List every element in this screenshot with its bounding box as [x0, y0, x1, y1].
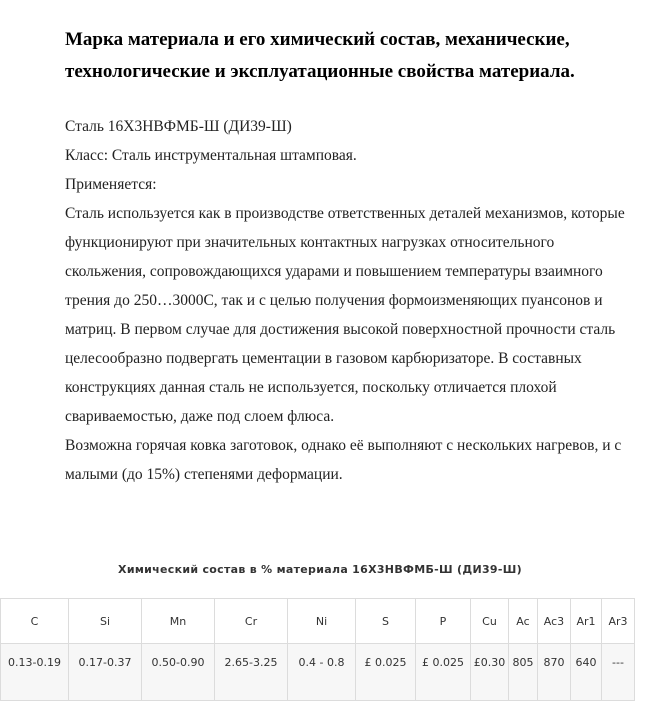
- table-cell: 0.50-0.90: [142, 644, 215, 701]
- table-cell: 870: [538, 644, 571, 701]
- header-cell: Cu: [471, 599, 509, 644]
- material-description: [65, 112, 625, 489]
- page-title: Марка материала и его химический состав, механические, технологические и эксплуатационные свойства материала.: [65, 29, 575, 82]
- header-cell: S: [356, 599, 416, 644]
- table-header-row: [1, 599, 635, 644]
- table-cell: £0.30: [471, 644, 509, 701]
- header-cell: Ar3: [602, 599, 635, 644]
- header-cell: Ni: [288, 599, 356, 644]
- table-cell: 2.65-3.25: [215, 644, 288, 701]
- steel-class-line: Класс: Сталь инструментальная штамповая.: [65, 147, 357, 164]
- header-cell: Ac3: [538, 599, 571, 644]
- chemical-composition-table: [0, 598, 635, 701]
- forging-paragraph: Возможна горячая ковка заготовок, однако её выполняют с нескольких нагревов, и с малыми (до 15%) степенями деформации.: [65, 437, 622, 483]
- usage-paragraph: Сталь используется как в производстве ответственных деталей механизмов, которые функционируют при значительных контактных нагрузках относительного скольжения, сопровождающихся ударами и повышением температуры взаимного трения до 250…3000С, так и с целью получения формоизменяющих пуансонов и матриц. В первом случае для достижения высокой поверхностной прочности сталь целесообразно подвергать цементации в газовом карбюризаторе. В составных конструкциях данная сталь не используется, поскольку отличается плохой свариваемостью, даже под слоем флюса.: [65, 205, 625, 425]
- table-cell: ---: [602, 644, 635, 701]
- document-body: [65, 0, 625, 489]
- header-cell: P: [416, 599, 471, 644]
- header-cell: Si: [69, 599, 142, 644]
- header-cell: Cr: [215, 599, 288, 644]
- table-cell: 0.4 - 0.8: [288, 644, 356, 701]
- header-cell: Ar1: [571, 599, 602, 644]
- applied-label: Применяется:: [65, 176, 157, 193]
- table-cell: £ 0.025: [416, 644, 471, 701]
- table-row: [1, 644, 635, 701]
- table-cell: 640: [571, 644, 602, 701]
- header-cell: Mn: [142, 599, 215, 644]
- table-cell: 805: [509, 644, 538, 701]
- table-title: Химический состав в % материала 16Х3НВФМБ-Ш (ДИ39-Ш): [118, 563, 522, 576]
- table-cell: £ 0.025: [356, 644, 416, 701]
- header-cell: Ac: [509, 599, 538, 644]
- header-cell: C: [1, 599, 69, 644]
- steel-grade-line: Сталь 16Х3НВФМБ-Ш (ДИ39-Ш): [65, 118, 292, 135]
- table-cell: 0.17-0.37: [69, 644, 142, 701]
- table-cell: 0.13-0.19: [1, 644, 69, 701]
